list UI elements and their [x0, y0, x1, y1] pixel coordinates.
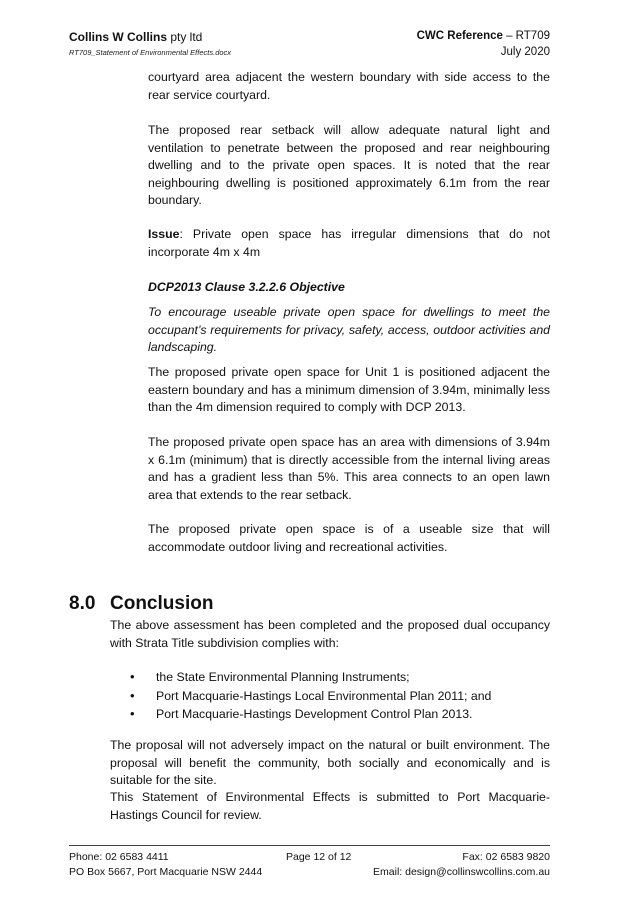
- page-number: Page 12 of 12: [286, 851, 352, 863]
- footer-phone: Phone: 02 6583 4411: [69, 851, 169, 863]
- compliance-list: [130, 668, 491, 724]
- footer-address: PO Box 5667, Port Macquarie NSW 2444: [69, 866, 263, 878]
- objective-text: To encourage useable private open space for dwellings to meet the occupant’s requirements for privacy, safety, access, outdoor activities and landscaping.: [148, 305, 550, 354]
- footer-left: [69, 850, 262, 880]
- list-item: • Port Macquarie-Hastings Development Control Plan 2013.: [130, 705, 491, 724]
- paragraph-unit1: The proposed private open space for Unit 1 is positioned adjacent the eastern boundary and has a minimum dimension of 3.94m, minimally less than the 4m dimension required to comply with DCP 2013.: [148, 365, 550, 414]
- footer-divider: [69, 845, 550, 846]
- reference-value: – RT709: [502, 30, 550, 42]
- list-item: • the State Environmental Planning Instruments;: [130, 668, 491, 687]
- list-item: • Port Macquarie-Hastings Local Environmental Plan 2011; and: [130, 687, 491, 706]
- issue-text: : Private open space has irregular dimensions that do not incorporate 4m x 4m: [148, 227, 550, 259]
- paragraph-rear-setback: The proposed rear setback will allow adequate natural light and ventilation to penetrate between the proposed and rear neighbouring dwelling and to the private open spaces. It is noted that the rear neighbouring dwelling is positioned approximately 6.1m from the rear boundary.: [148, 123, 550, 207]
- submission-paragraph: This Statement of Environmental Effects is submitted to Port Macquarie-Hastings Council for review.: [110, 790, 550, 822]
- company-suffix: pty ltd: [167, 30, 203, 44]
- header-right: [417, 30, 550, 58]
- closing-paragraph: The proposal will not adversely impact on the natural or built environment. The proposal will benefit the community, both socially and economically and is suitable for the site.: [110, 738, 550, 787]
- section-title: Conclusion: [110, 593, 214, 614]
- reference-label: CWC Reference: [416, 30, 503, 42]
- clause-heading: DCP2013 Clause 3.2.2.6 Objective: [148, 280, 345, 294]
- footer-fax: Fax: 02 6583 9820: [462, 851, 550, 863]
- header-left: [69, 30, 231, 57]
- footer-email: Email: design@collinswcollins.com.au: [373, 866, 550, 878]
- conclusion-intro: The above assessment has been completed and the proposed dual occupancy with Strata Title subdivision complies with:: [110, 618, 550, 650]
- issue-paragraph: [148, 226, 550, 261]
- paragraph-useable: The proposed private open space is of a useable size that will accommodate outdoor living and recreational activities.: [148, 522, 550, 554]
- footer-right: [373, 850, 550, 880]
- paragraph-courtyard: courtyard area adjacent the western boundary with side access to the rear service courtyard.: [148, 70, 550, 102]
- issue-label: Issue: [148, 227, 180, 241]
- file-name: RT709_Statement of Environmental Effects.docx: [69, 48, 232, 57]
- company-name: Collins W Collins: [69, 30, 167, 44]
- paragraph-area: The proposed private open space has an area with dimensions of 3.94m x 6.1m (minimum) that is directly accessible from the internal living areas and has a gradient less than 5%. This area connects to an open lawn area that extends to the rear setback.: [148, 435, 550, 502]
- section-number: 8.0: [69, 593, 96, 614]
- document-date: July 2020: [500, 46, 550, 58]
